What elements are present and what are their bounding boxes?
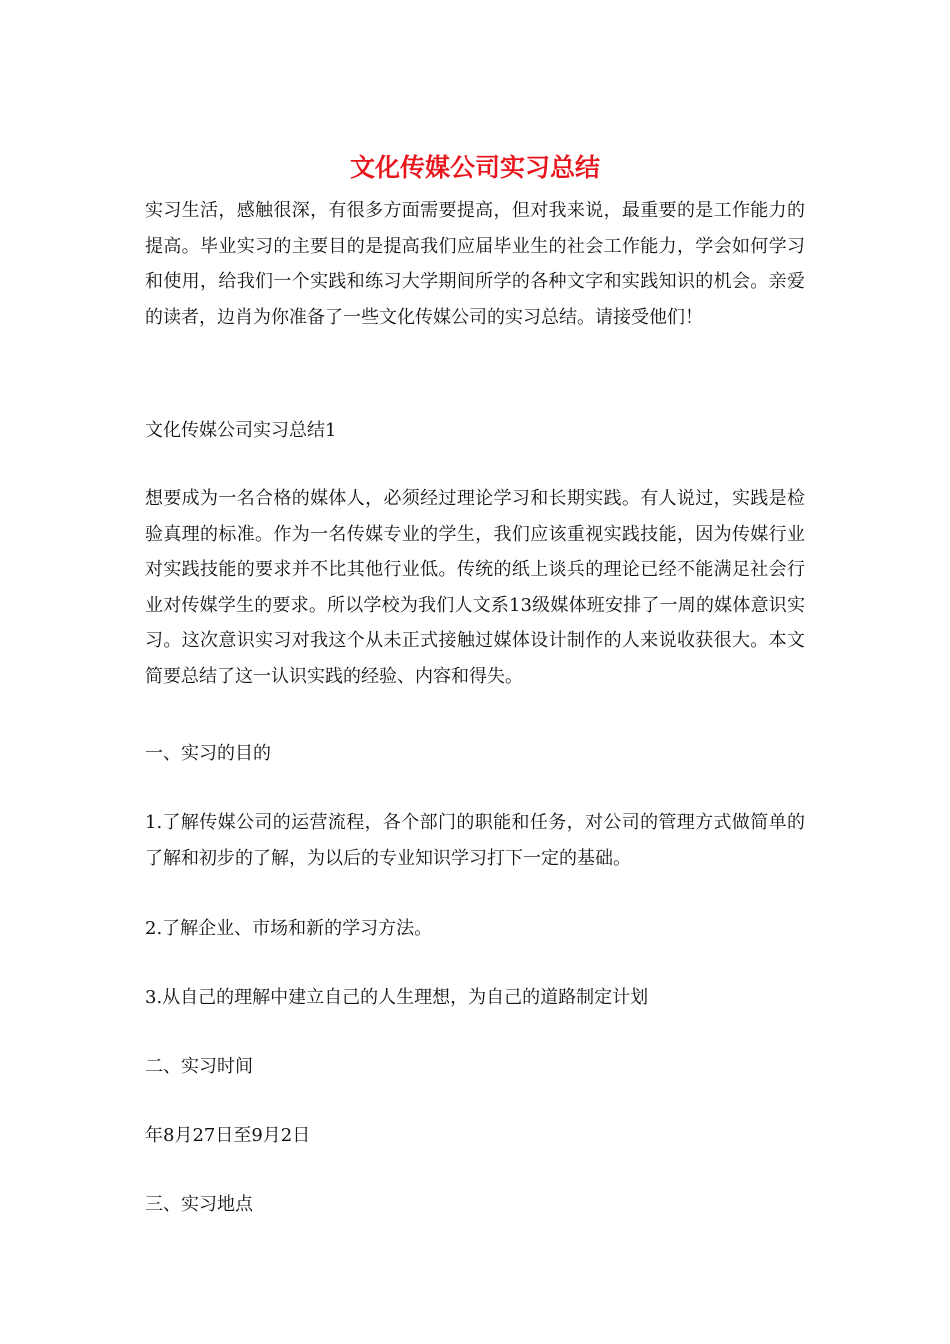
document-title: 文化传媒公司实习总结 bbox=[349, 153, 600, 182]
paragraph-1: 想要成为一名合格的媒体人，必须经过理论学习和长期实践。有人说过，实践是检验真理的标准。作为一名传媒专业的学生，我们应该重视实践技能，因为传媒行业对实践技能的要求并不比其他行业低。传统的纸上谈兵的理论已经不能满足社会行业对传媒学生的要求。所以学校为我们人文系13级媒体班安排了一周的媒体意识实习。这次意识实习对我这个从未正式接触过媒体设计制作的人来说收获很大。本文简要总结了这一认识实践的经验、内容和得失。 bbox=[145, 488, 805, 687]
heading-place: 三、实习地点 bbox=[145, 1194, 253, 1215]
section-heading: 文化传媒公司实习总结1 bbox=[145, 420, 337, 441]
list-item-2: 2.了解企业、市场和新的学习方法。 bbox=[145, 918, 433, 939]
list-item-3: 3.从自己的理解中建立自己的人生理想，为自己的道路制定计划 bbox=[145, 987, 649, 1008]
heading-time: 二、实习时间 bbox=[145, 1056, 253, 1077]
list-item-1: 1.了解传媒公司的运营流程，各个部门的职能和任务，对公司的管理方式做简单的了解和初步的了解，为以后的专业知识学习打下一定的基础。 bbox=[145, 812, 805, 869]
intro-paragraph: 实习生活，感触很深，有很多方面需要提高，但对我来说，最重要的是工作能力的提高。毕业实习的主要目的是提高我们应届毕业生的社会工作能力，学会如何学习和使用，给我们一个实践和练习大学期间所学的各种文字和实践知识的机会。亲爱的读者，边肖为你准备了一些文化传媒公司的实习总结。请接受他们！ bbox=[145, 200, 805, 328]
heading-purpose: 一、实习的目的 bbox=[145, 743, 271, 764]
time-value: 年8月27日至9月2日 bbox=[145, 1125, 311, 1146]
